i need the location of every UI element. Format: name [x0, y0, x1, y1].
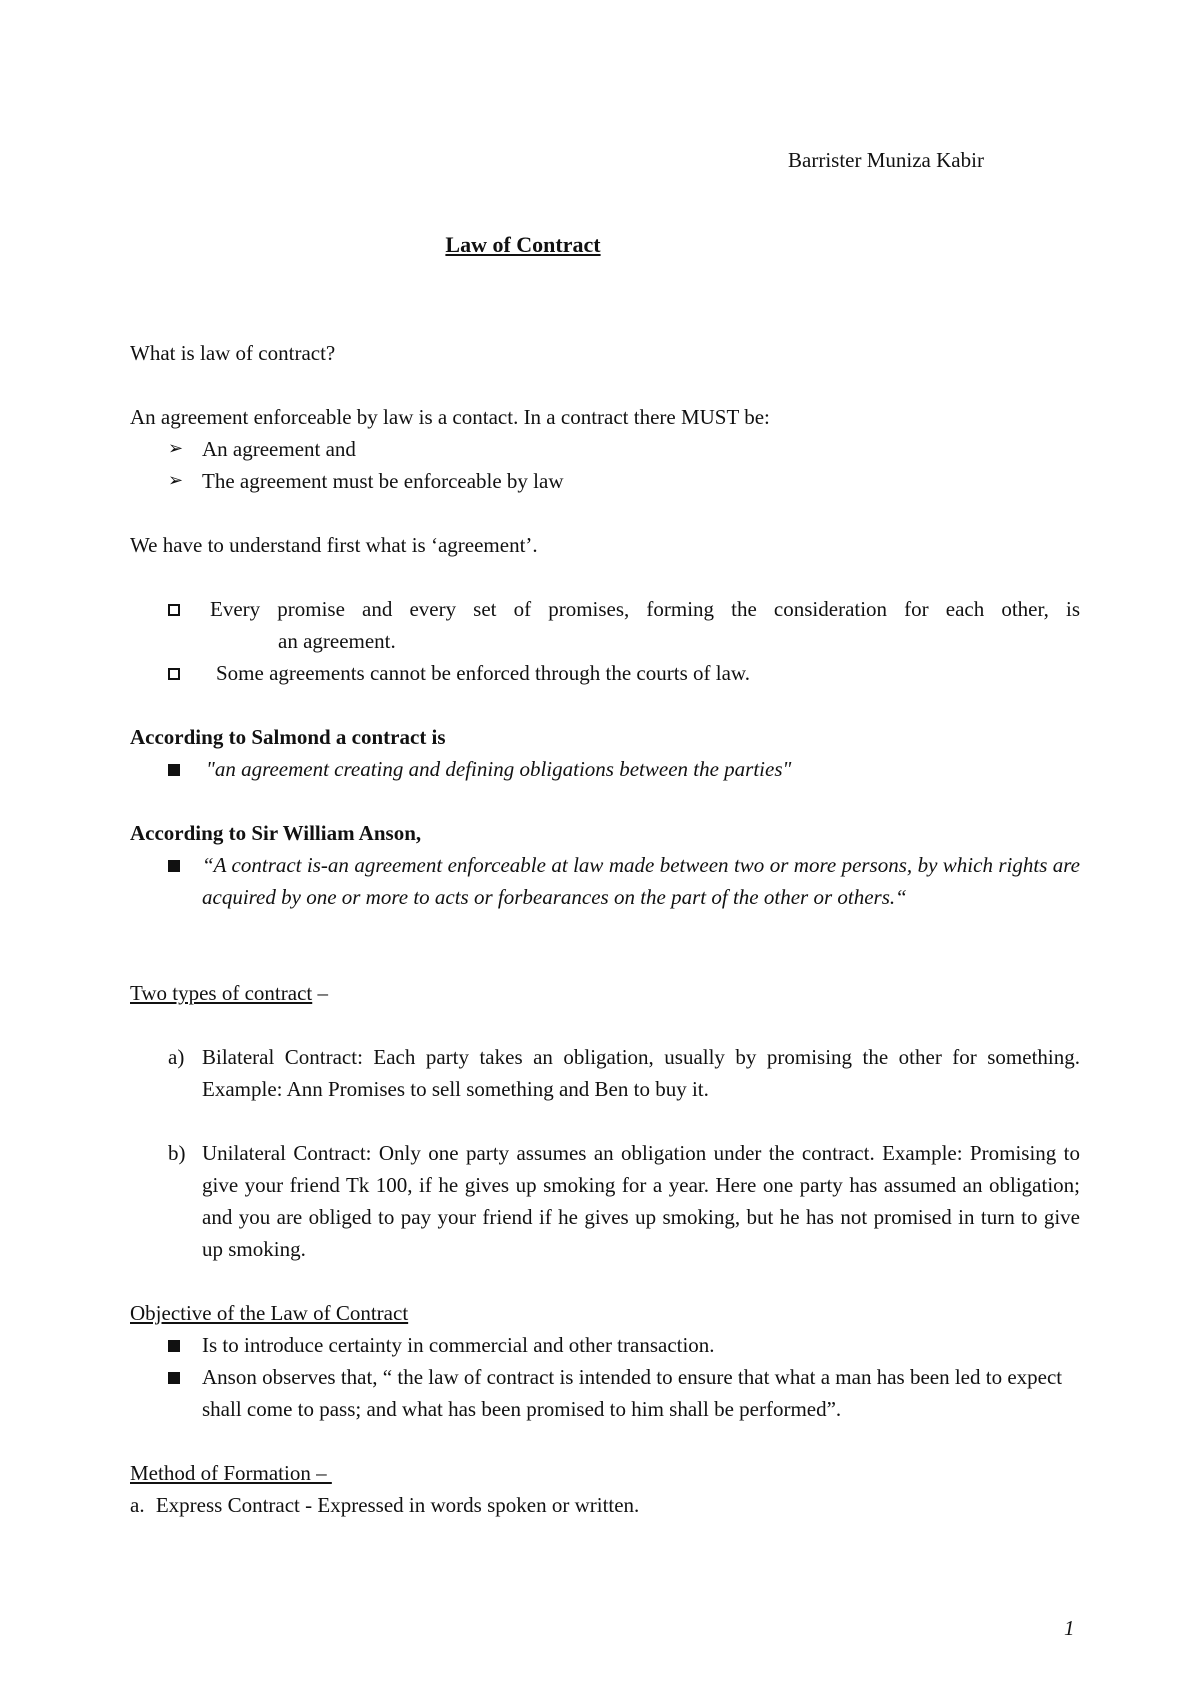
- list-item-text: Anson observes that, “ the law of contract is intended to ensure that what a man has been led to expect shall come to pass; and what has been promised to him shall be performed”.: [202, 1365, 1063, 1421]
- arrow-bullet-icon: ➢: [168, 438, 184, 459]
- list-item-text: An agreement and: [202, 437, 356, 461]
- page-number: 1: [1064, 1616, 1075, 1640]
- list-item: [130, 1489, 1080, 1521]
- types-heading: Two types of contract –: [130, 981, 328, 1005]
- list-item-text: Is to introduce certainty in commercial and other transaction.: [202, 1333, 715, 1357]
- list-label: a): [168, 1045, 185, 1069]
- list-item-text: The agreement must be enforceable by law: [202, 469, 564, 493]
- square-bullet-icon: [168, 849, 192, 881]
- list-label: a.: [130, 1493, 145, 1517]
- anson-heading: According to Sir William Anson,: [130, 821, 422, 845]
- definition-intro: An agreement enforceable by law is a contact. In a contract there MUST be:: [130, 405, 770, 429]
- agreement-intro: We have to understand first what is ‘agreement’.: [130, 533, 538, 557]
- list-item-text: Unilateral Contract: Only one party assumes an obligation under the contract. Example: Promising to give your friend Tk 100, if he gives up smoking for a year. Here one party has assumed an obligation; and you are obliged to pay your friend if he gives up smoking, but he has not promised in turn to give up smoking.: [202, 1141, 1080, 1261]
- square-bullet-icon: [168, 1361, 192, 1393]
- salmond-quote: "an agreement creating and defining obligations between the parties": [206, 757, 792, 781]
- square-bullet-icon: [168, 753, 192, 785]
- page-title: Law of Contract: [445, 232, 601, 257]
- checkbox-bullet-icon: [168, 657, 192, 689]
- list-item-text: Bilateral Contract: Each party takes an obligation, usually by promising the other for something. Example: Ann Promises to sell something and Ben to buy it.: [202, 1045, 1080, 1101]
- list-label: b): [168, 1141, 186, 1165]
- checkbox-bullet-icon: [168, 593, 192, 625]
- question-text: What is law of contract?: [130, 341, 336, 365]
- method-heading: Method of Formation –: [130, 1461, 332, 1485]
- anson-quote: “A contract is-an agreement enforceable at law made between two or more persons, by which rights are acquired by one or more to acts or forbearances on the part of the other or others.“: [202, 853, 1080, 909]
- list-item-text: Some agreements cannot be enforced through the courts of law.: [216, 661, 750, 685]
- square-bullet-icon: [168, 1329, 192, 1361]
- list-item-text: Express Contract - Expressed in words spoken or written.: [155, 1493, 640, 1517]
- salmond-heading: According to Salmond a contract is: [130, 725, 446, 749]
- objective-heading: Objective of the Law of Contract: [130, 1301, 409, 1325]
- arrow-bullet-icon: ➢: [168, 470, 184, 491]
- list-item-text: Every promise and every set of promises, forming the consideration for each other, is an agreement.: [210, 597, 1080, 653]
- author-name: Barrister Muniza Kabir: [788, 148, 984, 172]
